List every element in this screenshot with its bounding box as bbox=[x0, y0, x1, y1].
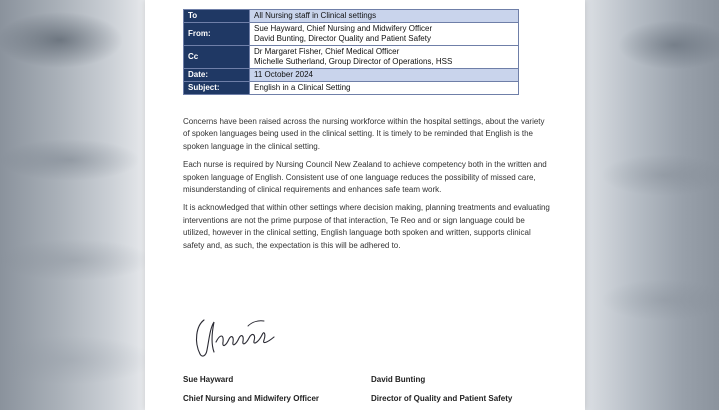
memo-header-table bbox=[183, 9, 519, 95]
body-paragraph: It is acknowledged that within other settings where decision making, planning treatments and evaluating interventions are not the prime purpose of that interaction, Te Reo and or sign language could be utilized, however in the clinical setting, English language both spoken and written, supports clinical safety and, as such, the expectation is this will be adhered to. bbox=[183, 203, 550, 250]
to-value-text: All Nursing staff in Clinical settings bbox=[254, 11, 377, 20]
memo-row-date bbox=[184, 69, 519, 82]
memo-page bbox=[145, 0, 585, 410]
blurred-background-right bbox=[584, 0, 719, 410]
signatory-title: Director of Quality and Patient Safety bbox=[371, 394, 513, 403]
subject-label: Subject: bbox=[184, 82, 250, 95]
to-label: To bbox=[184, 10, 250, 23]
cc-line: Michelle Sutherland, Group Director of Operations, HSS bbox=[254, 57, 453, 66]
subject-value-text: English in a Clinical Setting bbox=[254, 83, 351, 92]
to-value bbox=[250, 10, 519, 23]
from-line: Sue Hayward, Chief Nursing and Midwifery Officer bbox=[254, 24, 433, 33]
memo-row-cc bbox=[184, 46, 519, 69]
body-paragraph: Concerns have been raised across the nursing workforce within the hospital settings, about the variety of spoken languages being used in the clinical setting. It is timely to be reminded that English is the spoken language in the clinical setting. bbox=[183, 117, 545, 151]
memo-row-to bbox=[184, 10, 519, 23]
memo-body bbox=[183, 116, 553, 258]
date-label: Date: bbox=[184, 69, 250, 82]
cc-line: Dr Margaret Fisher, Chief Medical Officer bbox=[254, 47, 400, 56]
memo-row-subject bbox=[184, 82, 519, 95]
from-label: From: bbox=[184, 23, 250, 46]
handwritten-signature bbox=[190, 312, 280, 360]
signatory-title: Chief Nursing and Midwifery Officer bbox=[183, 394, 320, 403]
cc-label: Cc bbox=[184, 46, 250, 69]
subject-value bbox=[250, 82, 519, 95]
from-line: David Bunting, Director Quality and Patient Safety bbox=[254, 34, 431, 43]
body-paragraph: Each nurse is required by Nursing Council New Zealand to achieve competency both in the written and spoken language of English. Consistent use of one language reduces the possibility of missed care, misunderstanding of clinical requirements and enhances safe team work. bbox=[183, 160, 547, 195]
date-value bbox=[250, 69, 519, 82]
from-value bbox=[250, 23, 519, 46]
date-value-text: 11 October 2024 bbox=[254, 70, 314, 79]
signatory-name: Sue Hayward bbox=[183, 375, 234, 384]
memo-row-from bbox=[184, 23, 519, 46]
blurred-background-left bbox=[0, 0, 150, 410]
signatory-name: David Bunting bbox=[371, 375, 426, 384]
cc-value bbox=[250, 46, 519, 69]
